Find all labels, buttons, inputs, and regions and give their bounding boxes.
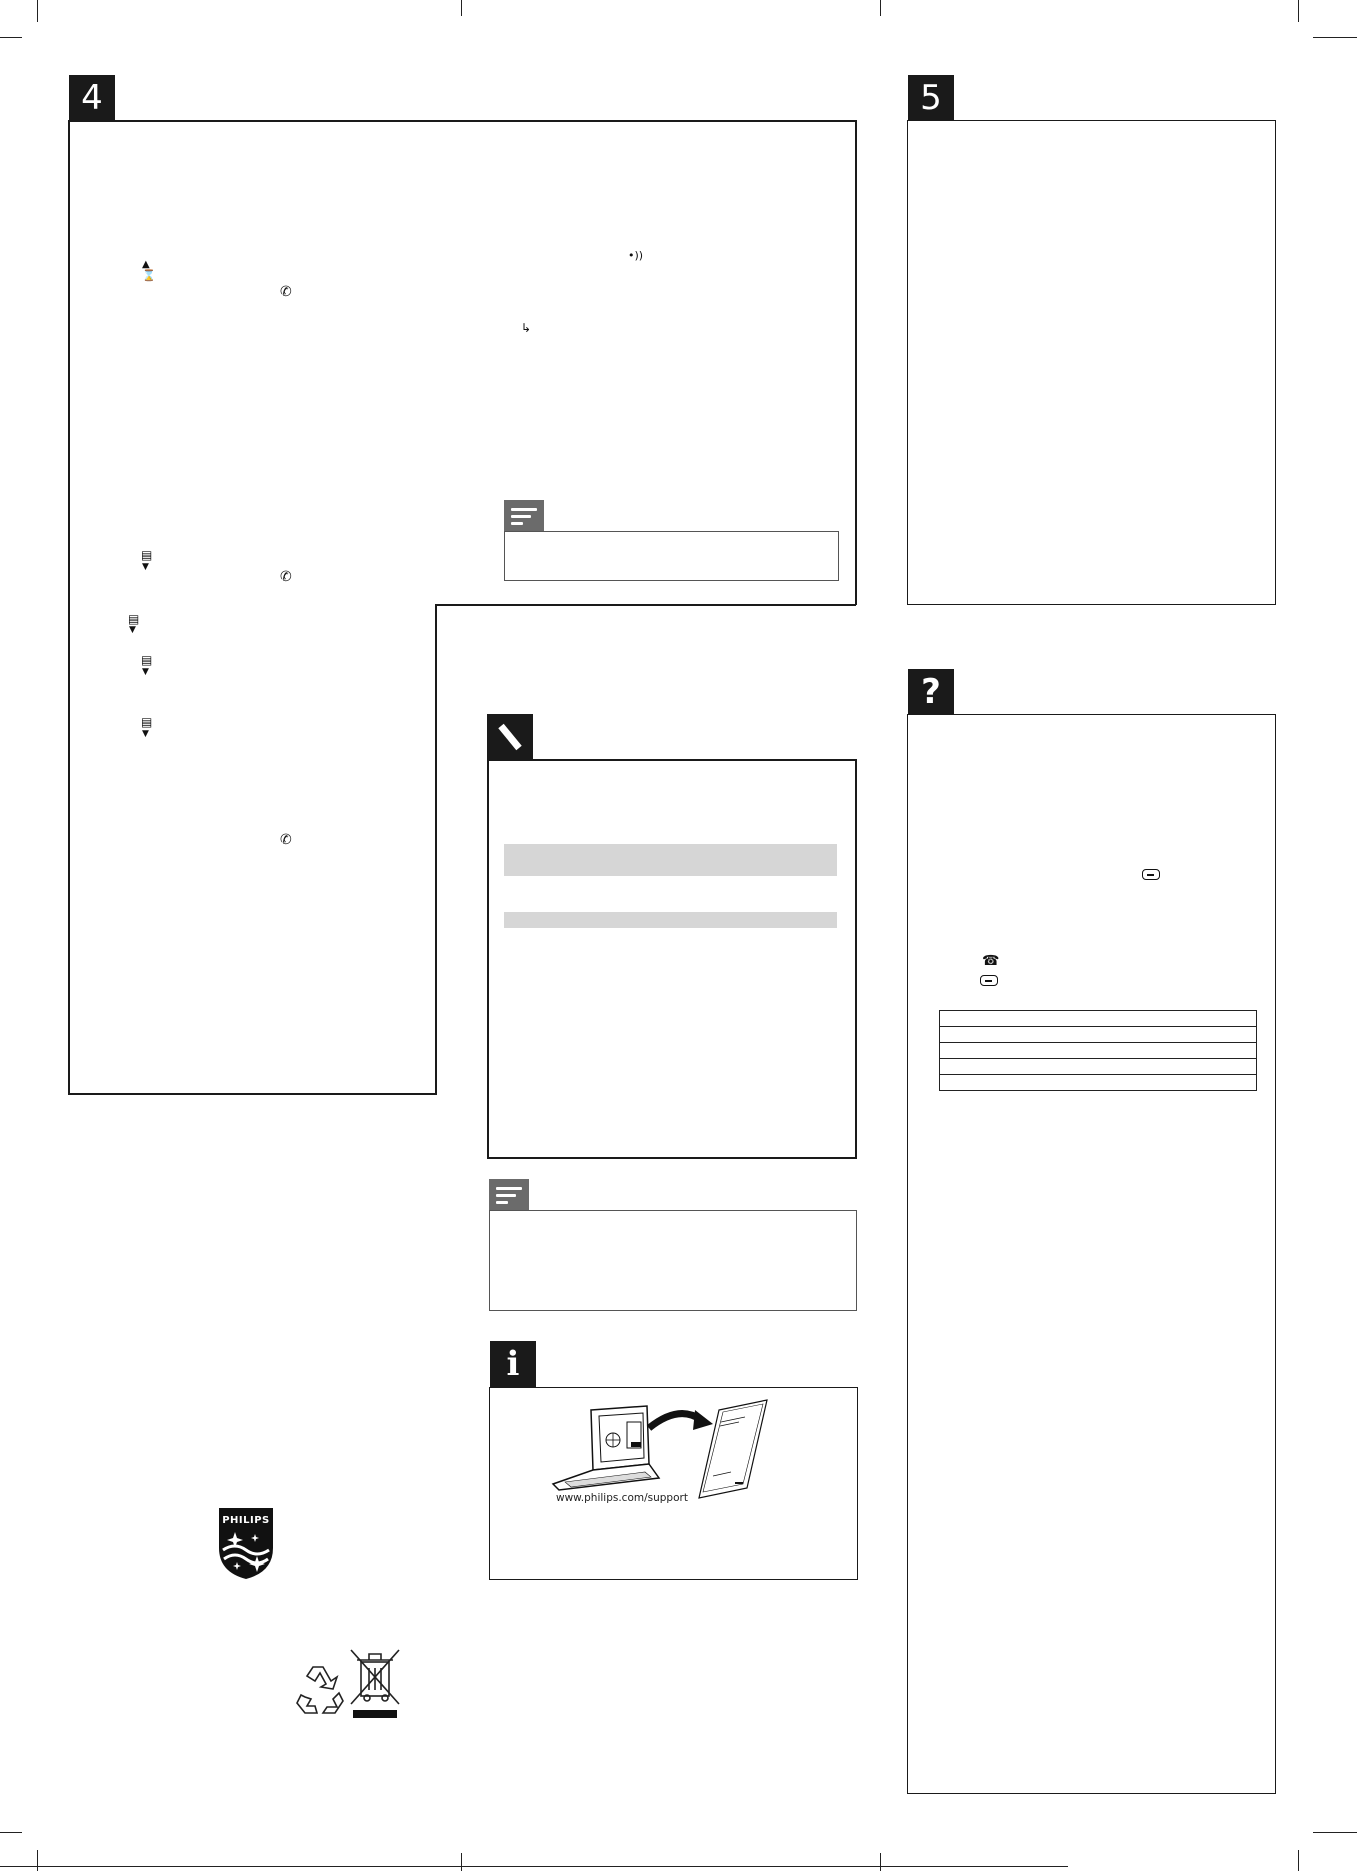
phonebook-icon: ▤ [128, 612, 140, 626]
crop-mark [461, 1853, 462, 1871]
section-5-frame [907, 120, 1276, 605]
talk-icon: ✆ [280, 569, 292, 585]
scroll-down-icon: ▼ [142, 667, 149, 677]
table-row [940, 1059, 1257, 1075]
phonebook-icon: ▤ [141, 715, 153, 729]
note-icon [489, 1179, 529, 1211]
section-5-badge: 5 [908, 75, 954, 121]
info-section-badge: i [490, 1341, 536, 1387]
table-row [940, 1075, 1257, 1091]
phonebook-icon: ▤ [141, 548, 153, 562]
support-url: www.philips.com/support [556, 1492, 688, 1504]
help-table [939, 1010, 1257, 1091]
crop-mark [37, 1850, 38, 1871]
crop-line-bottom [0, 1866, 1068, 1867]
table-row [940, 1043, 1257, 1059]
crop-mark [1313, 37, 1357, 38]
note-box [489, 1210, 857, 1311]
tip-section-badge [487, 714, 533, 760]
menu-key-icon [980, 975, 998, 986]
crop-mark [0, 1832, 22, 1833]
scroll-down-icon: ▼ [129, 625, 136, 635]
scroll-up-down-icon: ▲ [142, 259, 150, 270]
menu-key-icon [1142, 869, 1160, 880]
crop-mark [1298, 0, 1299, 22]
table-row [940, 1011, 1257, 1027]
crop-mark [37, 0, 38, 22]
brand-name: PHILIPS [222, 1515, 270, 1526]
gray-highlight-bar [504, 844, 837, 876]
scroll-down-icon: ▼ [142, 562, 149, 572]
gray-highlight-bar [504, 912, 837, 928]
crop-mark [880, 1853, 881, 1871]
crop-mark [461, 0, 462, 16]
note-box [504, 531, 839, 581]
table-row [940, 1027, 1257, 1043]
crop-mark [1313, 1832, 1357, 1833]
call-log-icon: ⌛ [142, 269, 156, 282]
signal-icon: •)) [628, 249, 644, 262]
arrow-right-icon: ↳ [521, 321, 532, 335]
crop-mark [880, 0, 881, 16]
talk-icon: ✆ [280, 832, 292, 848]
end-call-icon: ☎ [982, 953, 1000, 969]
section-4-badge: 4 [69, 75, 115, 121]
help-section-badge: ? [908, 669, 954, 715]
weee-bin-icon [349, 1648, 401, 1720]
note-icon [504, 500, 544, 532]
crop-mark [0, 37, 22, 38]
talk-icon: ✆ [280, 284, 292, 300]
philips-logo [215, 1506, 277, 1581]
help-section-frame [907, 714, 1276, 1794]
scroll-down-icon: ▼ [142, 729, 149, 739]
phonebook-icon: ▤ [141, 653, 153, 667]
pencil-icon [487, 714, 533, 760]
tip-section-frame [487, 759, 857, 1159]
crop-mark [1298, 1850, 1299, 1871]
recycle-icon [293, 1659, 347, 1717]
